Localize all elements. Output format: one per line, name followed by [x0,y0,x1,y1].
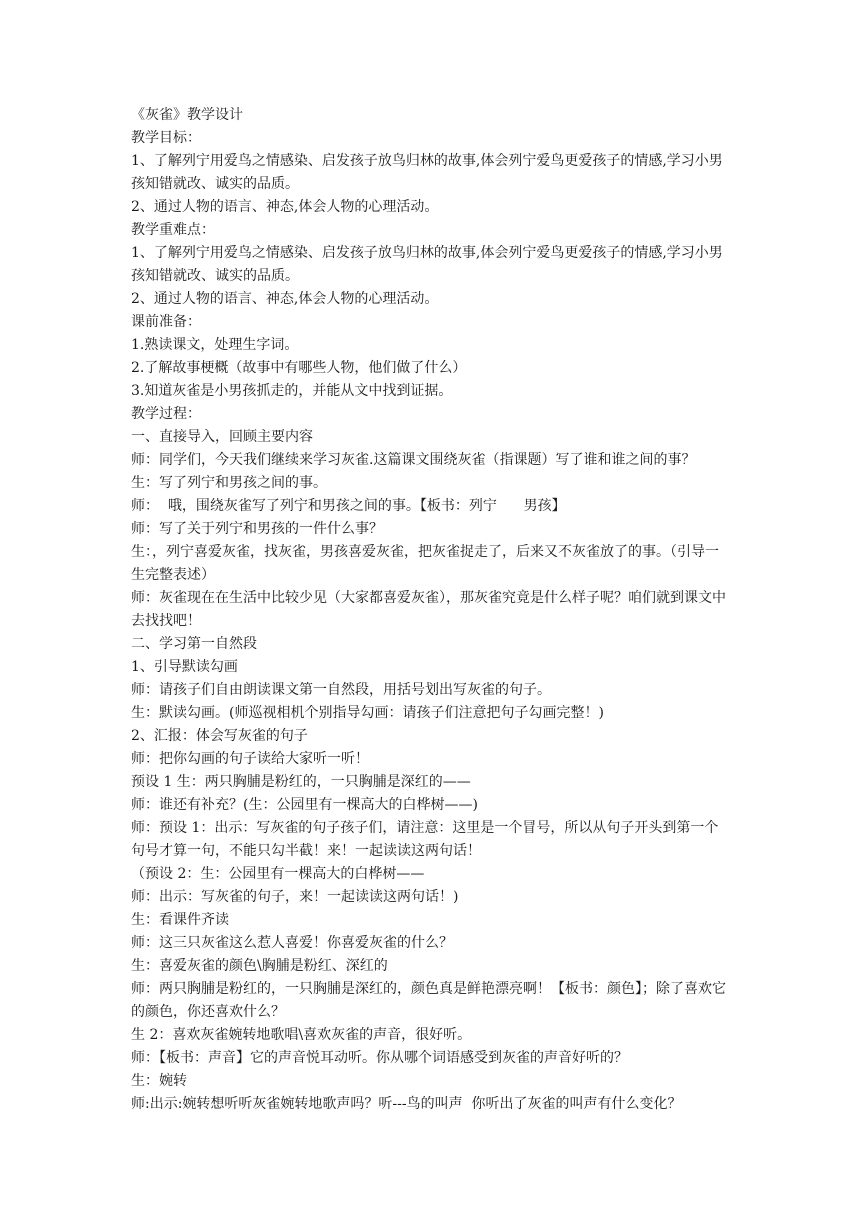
section-heading: 教学目标： [131,130,201,146]
section-heading: 课前准备： [131,314,201,330]
subsection-heading: 一、直接导入，回顾主要内容 [131,429,313,445]
dialogue-line: 师：同学们，今天我们继续来学习灰雀.这篇课文围绕灰雀（指课题）写了谁和谁之间的事？ [131,452,696,468]
section-heading: 教学重难点： [131,222,215,238]
dialogue-line: 生：喜爱灰雀的颜色\胸脯是粉红、深红的 [131,958,388,974]
dialogue-line: 生：默读勾画。(师巡视相机个别指导勾画：请孩子们注意把句子勾画完整！) [131,705,604,721]
dialogue-line: 师：请孩子们自由朗读课文第一自然段，用括号划出写灰雀的句子。 [131,682,551,698]
dialogue-line: 生：婉转 [131,1073,187,1089]
paragraph: 1、了解列宁用爱鸟之情感染、启发孩子放鸟归林的故事,体会列宁爱鸟更爱孩子的情感,学习小男孩知错就改、诚实的品质。 [131,245,723,284]
step-heading: 1、引导默读勾画 [131,659,238,675]
dialogue-line: （预设 2：生：公园里有一棵高大的白桦树—— [131,866,425,882]
dialogue-line: 师：两只胸脯是粉红的，一只胸脯是深红的，颜色真是鲜艳漂亮啊！【板书：颜色】；除了喜欢它的颜色，你还喜欢什么？ [131,981,726,1020]
dialogue-line: 生：，列宁喜爱灰雀，找灰雀，男孩喜爱灰雀，把灰雀捉走了，后来又不灰雀放了的事。（引导一生完整表述） [131,544,719,583]
dialogue-line: 师：谁还有补充？(生：公园里有一棵高大的白桦树——) [131,797,478,813]
paragraph: 1.熟读课文，处理生字词。 [131,337,299,353]
dialogue-line: 预设 1 生：两只胸脯是粉红的，一只胸脯是深红的—— [131,774,471,790]
document-title: 《灰雀》教学设计 [131,107,243,123]
subsection-heading: 二、学习第一自然段 [131,636,257,652]
dialogue-line: 师： 哦，围绕灰雀写了列宁和男孩之间的事。【板书：列宁 男孩】 [131,498,566,514]
dialogue-line: 生 2：喜欢灰雀婉转地歌唱\喜欢灰雀的声音，很好听。 [131,1027,472,1043]
dialogue-line: 师：这三只灰雀这么惹人喜爱！你喜爱灰雀的什么？ [131,935,453,951]
dialogue-line: 师：把你勾画的句子读给大家听一听！ [131,751,369,767]
dialogue-line: 师：【板书：声音】它的声音悦耳动听。你从哪个词语感受到灰雀的声音好听的？ [131,1050,628,1066]
paragraph: 3.知道灰雀是小男孩抓走的，并能从文中找到证据。 [131,383,453,399]
paragraph: 2.了解故事梗概（故事中有哪些人物，他们做了什么） [131,360,467,376]
section-heading: 教学过程： [131,406,201,422]
dialogue-line: 生：看课件齐读 [131,912,229,928]
dialogue-line: 师：写了关于列宁和男孩的一件什么事？ [131,521,383,537]
paragraph: 2、通过人物的语言、神态,体会人物的心理活动。 [131,199,439,215]
dialogue-line: 师:出示:婉转想听听灰雀婉转地歌声吗？听---鸟的叫声 你听出了灰雀的叫声有什么变化？ [131,1096,682,1112]
document-page [131,104,731,1116]
dialogue-line: 师：出示：写灰雀的句子，来！一起读读这两句话！) [131,889,459,905]
paragraph: 2、通过人物的语言、神态,体会人物的心理活动。 [131,291,439,307]
dialogue-line: 师：预设 1：出示：写灰雀的句子孩子们，请注意：这里是一个冒号，所以从句子开头到第一个句号才算一句，不能只勾半截！来！一起读读这两句话！ [131,820,719,859]
dialogue-line: 生：写了列宁和男孩之间的事。 [131,475,327,491]
paragraph: 1、了解列宁用爱鸟之情感染、启发孩子放鸟归林的故事,体会列宁爱鸟更爱孩子的情感,学习小男孩知错就改、诚实的品质。 [131,153,723,192]
step-heading: 2、汇报：体会写灰雀的句子 [131,728,308,744]
dialogue-line: 师：灰雀现在在生活中比较少见（大家都喜爱灰雀），那灰雀究竟是什么样子呢？咱们就到课文中去找找吧！ [131,590,726,629]
